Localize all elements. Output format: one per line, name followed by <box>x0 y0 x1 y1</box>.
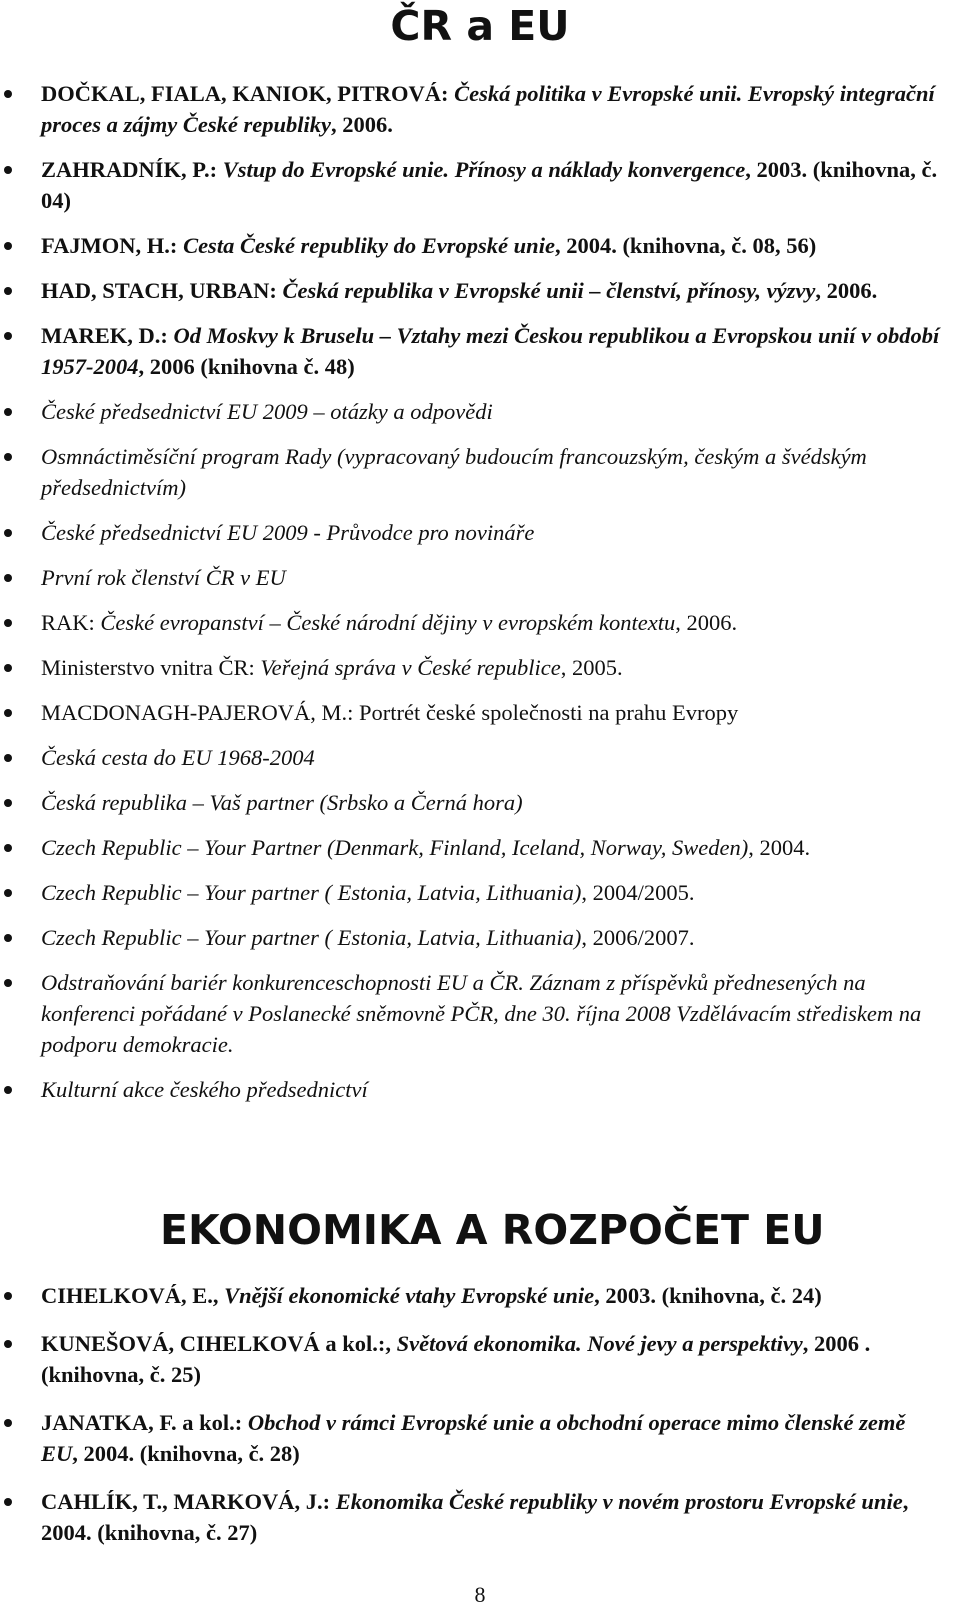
item-author: JANATKA, F. a kol.: <box>41 1410 248 1435</box>
item-details: , 2006. <box>675 610 738 635</box>
list-item <box>0 396 960 427</box>
list-item <box>0 1280 960 1311</box>
item-title: Osmnáctiměsíční program Rady (vypracovaný budoucím francouzským, českým a švédským předsednictvím) <box>41 444 867 500</box>
list-item <box>0 832 960 863</box>
item-text: MACDONAGH-PAJEROVÁ, M.: Portrét české společnosti na prahu Evropy <box>41 700 739 725</box>
item-details: , 2006 . (knihovna, č. 25) <box>41 1331 871 1387</box>
item-author: DOČKAL, FIALA, KANIOK, PITROVÁ: <box>41 81 455 106</box>
item-title: České předsednictví EU 2009 - Průvodce pro novináře <box>41 520 535 545</box>
item-details: , 2004. (knihovna, č. 28) <box>72 1441 300 1466</box>
item-title: Světová ekonomika. Nové jevy a perspektivy <box>396 1331 803 1356</box>
item-details: , 2004. (knihovna, č. 27) <box>41 1489 909 1545</box>
item-title: Česká cesta do EU 1968-2004 <box>41 745 315 770</box>
list-item <box>0 697 960 728</box>
item-title: První rok členství ČR v EU <box>41 565 286 590</box>
item-details: , 2003. (knihovna, č. 24) <box>594 1283 822 1308</box>
item-title: Vstup do Evropské unie. Přínosy a náklady konvergence <box>222 157 746 182</box>
list-item <box>0 78 960 140</box>
list-item <box>0 652 960 683</box>
list-item <box>0 922 960 953</box>
item-details: , 2006 (knihovna č. 48) <box>138 354 355 379</box>
page-number: 8 <box>474 1582 486 1607</box>
item-details: , 2006/2007. <box>581 925 695 950</box>
item-title: Kulturní akce českého předsednictví <box>41 1077 368 1102</box>
item-details: , 2006. <box>815 278 878 303</box>
list-item <box>0 275 960 306</box>
list-item <box>0 1407 960 1469</box>
item-title: České předsednictví EU 2009 – otázky a odpovědi <box>41 399 493 424</box>
item-title: Veřejná správa v České republice <box>260 655 561 680</box>
item-title: Czech Republic – Your partner ( Estonia, Latvia, Lithuania) <box>41 925 582 950</box>
item-details: , 2006. <box>330 112 393 137</box>
list-item <box>0 1328 960 1390</box>
list-item <box>0 1486 960 1548</box>
item-title: České evropanství – České národní dějiny v evropském kontextu <box>100 610 676 635</box>
item-author: FAJMON, H.: <box>41 233 184 258</box>
list-item <box>0 1074 960 1105</box>
item-title: Obchod v rámci Evropské unie a obchodní operace mimo členské země EU <box>41 1410 906 1466</box>
item-details: , 2004. <box>748 835 811 860</box>
list-item <box>0 967 960 1060</box>
item-details: , 2005. <box>560 655 623 680</box>
list-item <box>0 441 960 503</box>
item-title: Česká republika – Vaš partner (Srbsko a Černá hora) <box>41 790 523 815</box>
item-title: Cesta České republiky do Evropské unie <box>183 233 555 258</box>
list-item <box>0 877 960 908</box>
item-author: KUNEŠOVÁ, CIHELKOVÁ a kol.:, <box>41 1331 397 1356</box>
item-author: Ministerstvo vnitra ČR: <box>41 655 261 680</box>
item-details: , 2004/2005. <box>581 880 695 905</box>
list-item <box>0 154 960 216</box>
list-item <box>0 517 960 548</box>
section-heading-ekonomika: EKONOMIKA A ROZPOČET EU <box>160 1206 825 1254</box>
list-item <box>0 320 960 382</box>
item-title: Czech Republic – Your partner ( Estonia, Latvia, Lithuania) <box>41 880 582 905</box>
section-heading-cr-eu: ČR a EU <box>390 2 570 50</box>
item-author: HAD, STACH, URBAN: <box>41 278 283 303</box>
list-item <box>0 607 960 638</box>
item-title: Od Moskvy k Bruselu – Vztahy mezi Českou republikou a Evropskou unií v období 1957-2004 <box>41 323 940 379</box>
item-title: Česká republika v Evropské unii – členství, přínosy, výzvy <box>282 278 816 303</box>
item-title: Odstraňování bariér konkurenceschopnosti EU a ČR. Záznam z příspěvků přednesených na konferenci pořádané v Poslanecké sněmovně PČR, dne 30. října 2008 Vzdělávacím střediskem na podporu demokracie. <box>41 970 922 1057</box>
item-title: Vnější ekonomické vtahy Evropské unie <box>224 1283 595 1308</box>
list-item <box>0 562 960 593</box>
item-details: , 2004. (knihovna, č. 08, 56) <box>554 233 817 258</box>
list-item <box>0 742 960 773</box>
bibliography-list-ekonomika <box>0 1280 960 1565</box>
item-author: RAK: <box>41 610 101 635</box>
item-details: , 2003. (knihovna, č. 04) <box>41 157 938 213</box>
list-item <box>0 230 960 261</box>
bibliography-list-cr-eu <box>0 78 960 1119</box>
item-author: ZAHRADNÍK, P.: <box>41 157 223 182</box>
item-author: CAHLÍK, T., MARKOVÁ, J.: <box>41 1489 336 1514</box>
item-author: MAREK, D.: <box>41 323 174 348</box>
item-title: Czech Republic – Your Partner (Denmark, Finland, Iceland, Norway, Sweden) <box>41 835 749 860</box>
item-title: Ekonomika České republiky v novém prostoru Evropské unie <box>335 1489 903 1514</box>
list-item <box>0 787 960 818</box>
item-author: CIHELKOVÁ, E., <box>41 1283 225 1308</box>
item-title: Česká politika v Evropské unii. Evropský integrační proces a zájmy České republiky <box>41 81 935 137</box>
